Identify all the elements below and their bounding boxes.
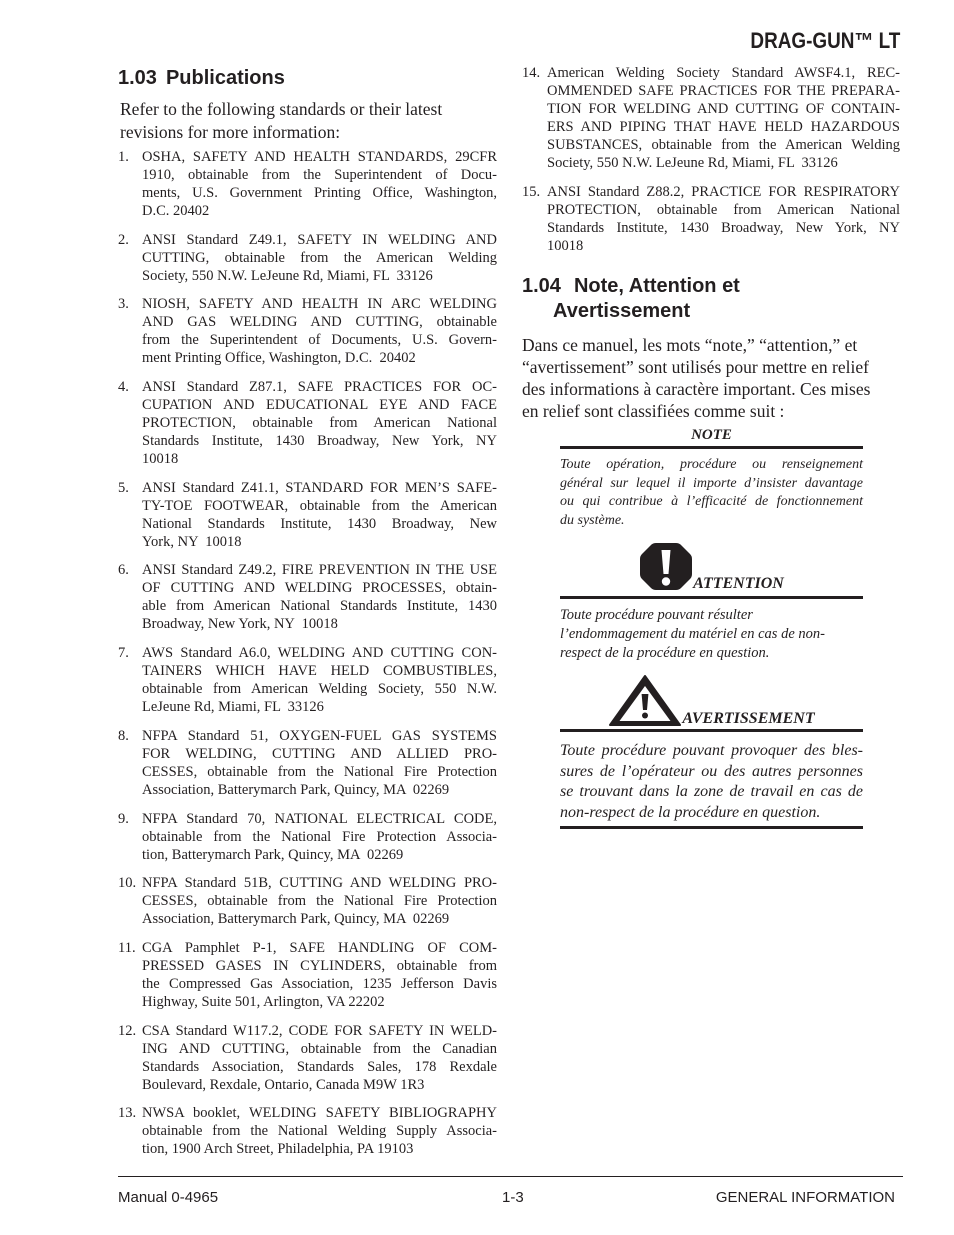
warning-text bbox=[560, 741, 863, 824]
publication-text bbox=[142, 231, 497, 285]
text-line: SUBSTANCES, obtainable from the American Welding bbox=[547, 137, 900, 153]
text-line: Toute opération, procédure ou renseignement bbox=[560, 457, 863, 472]
text-line: NFPA Standard 51B, CUTTING AND WELDING PRO- bbox=[142, 875, 497, 892]
warning-label: AVERTISSEMENT bbox=[682, 710, 815, 727]
publication-item bbox=[118, 1104, 498, 1158]
warning-rule bbox=[560, 729, 863, 732]
attention-header bbox=[560, 541, 863, 592]
text-line: American Welding Society Standard AWSF4.1, REC- bbox=[547, 65, 900, 81]
attention-rule bbox=[560, 596, 863, 599]
publication-text bbox=[142, 644, 497, 716]
publication-item bbox=[522, 64, 902, 172]
text-line: respect de la procédure en question. bbox=[560, 645, 770, 661]
publications-list-continued bbox=[522, 64, 902, 265]
publication-item bbox=[118, 479, 498, 551]
publication-number: 6. bbox=[118, 562, 129, 579]
text-line: the Compressed Gas Association, 1235 Jefferson Davis bbox=[142, 975, 497, 992]
publication-item bbox=[118, 644, 498, 716]
text-line: Dans ce manuel, les mots “note,” “attention,” et bbox=[522, 335, 858, 355]
text-line: AWS Standard A6.0, WELDING AND CUTTING CON- bbox=[142, 645, 497, 662]
text-line: NFPA Standard 70, NATIONAL ELECTRICAL CODE, bbox=[142, 810, 497, 827]
warning-header bbox=[560, 674, 863, 727]
publication-item bbox=[118, 1022, 498, 1094]
footer-manual-number: Manual 0-4965 bbox=[118, 1189, 219, 1206]
attention-label: ATTENTION bbox=[693, 575, 784, 592]
note-rule bbox=[560, 446, 863, 449]
text-line: LeJeune Rd, Miami, FL 33126 bbox=[142, 699, 324, 716]
text-line: non-respect de la procédure en question. bbox=[560, 804, 821, 822]
publication-text bbox=[142, 378, 497, 468]
text-line: Association, Batterymarch Park, Quincy, MA 02269 bbox=[142, 781, 450, 798]
publication-text bbox=[142, 874, 497, 928]
text-line: Toute procédure pouvant résulter bbox=[560, 607, 753, 623]
section-title-continued: Avertissement bbox=[553, 300, 691, 322]
document-title: DRAG-GUN™ LT bbox=[750, 28, 900, 53]
section-heading-line bbox=[522, 274, 740, 299]
text-line: ANSI Standard Z49.1, SAFETY IN WELDING AND bbox=[142, 231, 497, 248]
text-line: OSHA, SAFETY AND HEALTH STANDARDS, 29CFR bbox=[142, 149, 497, 165]
text-line: Standards Association, Standards Sales, 178 Rexdale bbox=[142, 1058, 497, 1075]
text-line: able from American National Standards Institute, 1430 bbox=[142, 598, 497, 615]
publication-number: 1. bbox=[118, 149, 129, 165]
text-line: CESSES, obtainable from the National Fire Protection bbox=[142, 763, 497, 780]
text-line: NFPA Standard 51, OXYGEN-FUEL GAS SYSTEMS bbox=[142, 727, 497, 744]
notices-intro bbox=[522, 334, 870, 422]
text-line: se trouvant dans la zone de travail en cas de bbox=[560, 783, 863, 801]
text-line: Standards Institute, 1430 Broadway, New York, NY bbox=[142, 433, 497, 450]
footer-section-name: GENERAL INFORMATION bbox=[715, 1189, 895, 1206]
text-line: Standards Institute, 1430 Broadway, New York, NY bbox=[547, 219, 900, 236]
text-line: ments, U.S. Government Printing Office, Washington, bbox=[142, 185, 497, 201]
text-line: from the Superintendent of Documents, U.S. Govern- bbox=[142, 332, 497, 349]
note-label: NOTE bbox=[691, 427, 732, 443]
publication-text bbox=[142, 295, 497, 367]
publication-number: 14. bbox=[522, 65, 541, 81]
warning-triangle-icon bbox=[608, 674, 682, 727]
publication-item bbox=[118, 810, 498, 864]
text-line: PRESSED GASES IN CYLINDERS, obtainable from bbox=[142, 957, 497, 974]
text-line: ou qui contribue à l’efficacité de fonctionnement bbox=[560, 494, 863, 510]
publication-text bbox=[142, 939, 497, 1011]
publication-number: 10. bbox=[118, 875, 137, 892]
text-line: ANSI Standard Z88.2, PRACTICE FOR RESPIRATORY bbox=[547, 183, 900, 200]
text-line: OMMENDED SAFE PRACTICES FOR THE PREPARA- bbox=[547, 83, 900, 99]
text-line: revisions for more information: bbox=[120, 122, 341, 142]
publication-text bbox=[547, 183, 900, 255]
publication-item bbox=[118, 939, 498, 1011]
text-line: D.C. 20402 bbox=[142, 203, 210, 219]
text-line: “avertissement” sont utilisés pour mettre en relief bbox=[522, 357, 869, 377]
text-line: Association, Batterymarch Park, Quincy, MA 02269 bbox=[142, 911, 450, 928]
text-line: sures de l’opérateur ou des autres personnes bbox=[560, 762, 863, 780]
text-line: ANSI Standard Z49.2, FIRE PREVENTION IN THE USE bbox=[142, 562, 497, 579]
text-line: NWSA booklet, WELDING SAFETY BIBLIOGRAPHY bbox=[142, 1105, 497, 1122]
publication-item bbox=[118, 874, 498, 928]
publication-text bbox=[142, 727, 497, 799]
attention-text bbox=[560, 606, 863, 663]
publication-text bbox=[142, 561, 497, 633]
note-text bbox=[560, 456, 863, 531]
text-line: Highway, Suite 501, Arlington, VA 22202 bbox=[142, 993, 385, 1010]
text-line: CESSES, obtainable from the National Fire Protection bbox=[142, 893, 497, 910]
text-line: obtainable from American Welding Society, 550 N.W. bbox=[142, 681, 497, 698]
publication-number: 4. bbox=[118, 379, 129, 396]
text-line: tion, 1900 Arch Street, Philadelphia, PA 19103 bbox=[142, 1141, 414, 1158]
section-heading-publications bbox=[118, 66, 285, 90]
publication-item bbox=[118, 295, 498, 367]
publication-text bbox=[142, 810, 497, 864]
text-line: Toute procédure pouvant provoquer des bles- bbox=[560, 742, 863, 759]
section-title: Publications bbox=[165, 67, 285, 89]
section-heading-notices bbox=[522, 274, 740, 324]
text-line: en relief sont classifiées comme suit : bbox=[522, 401, 785, 421]
section-number: 1.04 bbox=[522, 275, 561, 297]
text-line: Refer to the following standards or their latest bbox=[120, 99, 443, 119]
text-line: CUPATION AND EDUCATIONAL EYE AND FACE bbox=[142, 397, 497, 414]
text-line: PROTECTION, obtainable from American National bbox=[547, 201, 900, 218]
text-line: National Standards Institute, 1430 Broadway, New bbox=[142, 515, 497, 532]
footer-rule bbox=[118, 1176, 903, 1177]
publication-number: 8. bbox=[118, 727, 129, 744]
publication-number: 13. bbox=[118, 1105, 137, 1122]
text-line: général sur lequel il importe d’insister davantage bbox=[560, 475, 863, 491]
publication-item bbox=[118, 148, 498, 220]
publication-number: 9. bbox=[118, 810, 129, 827]
text-line: obtainable from the National Welding Supply Associa- bbox=[142, 1123, 497, 1140]
publications-list bbox=[118, 148, 498, 1169]
publication-item bbox=[118, 231, 498, 285]
publication-number: 3. bbox=[118, 296, 129, 313]
publication-text bbox=[547, 64, 900, 172]
publication-text bbox=[142, 479, 497, 551]
text-line: Boulevard, Rexdale, Ontario, Canada M9W 1R3 bbox=[142, 1076, 425, 1093]
text-line: 1910, obtainable from the Superintendent of Docu- bbox=[142, 167, 497, 183]
text-line: AND GAS WELDING AND CUTTING, obtainable bbox=[142, 314, 497, 331]
text-line: PROTECTION, obtainable from American National bbox=[142, 415, 497, 432]
publication-number: 5. bbox=[118, 479, 129, 496]
publication-number: 15. bbox=[522, 183, 541, 200]
text-line: TION FOR WELDING AND CUTTING OF CONTAIN- bbox=[547, 101, 900, 117]
text-line: TAINERS WHICH HAVE HELD COMBUSTIBLES, bbox=[142, 663, 497, 680]
text-line: ANSI Standard Z41.1, STANDARD FOR MEN’S SAFE- bbox=[142, 479, 497, 496]
text-line: Broadway, New York, NY 10018 bbox=[142, 616, 338, 633]
publication-text bbox=[142, 1104, 497, 1158]
publication-number: 7. bbox=[118, 645, 129, 662]
text-line: York, NY 10018 bbox=[142, 533, 242, 550]
text-line: CUTTING, obtainable from the American Welding bbox=[142, 249, 497, 266]
text-line: ERS AND PIPING THAT HAVE HELD HAZARDOUS bbox=[547, 119, 900, 135]
publication-text bbox=[142, 1022, 497, 1094]
text-line: tion, Batterymarch Park, Quincy, MA 02269 bbox=[142, 846, 404, 863]
footer-page-number: 1-3 bbox=[502, 1189, 524, 1206]
text-line: du système. bbox=[560, 513, 625, 529]
text-line: ANSI Standard Z87.1, SAFE PRACTICES FOR OC- bbox=[142, 379, 497, 396]
text-line: des informations à caractère important. Ces mises bbox=[522, 379, 871, 399]
publication-number: 11. bbox=[118, 939, 136, 956]
text-line: CSA Standard W117.2, CODE FOR SAFETY IN WELD- bbox=[142, 1022, 497, 1039]
text-line: Society, 550 N.W. LeJeune Rd, Miami, FL 33126 bbox=[547, 155, 838, 171]
publication-item bbox=[522, 183, 902, 255]
text-line: ING AND CUTTING, obtainable from the Canadian bbox=[142, 1040, 497, 1057]
publication-item bbox=[118, 378, 498, 468]
publication-number: 2. bbox=[118, 231, 129, 248]
caution-icon bbox=[639, 541, 693, 592]
text-line: FOR WELDING, CUTTING AND ALLIED PRO- bbox=[142, 745, 497, 762]
text-line: CGA Pamphlet P-1, SAFE HANDLING OF COM- bbox=[142, 939, 497, 956]
text-line: ment Printing Office, Washington, D.C. 20402 bbox=[142, 350, 416, 367]
publication-text bbox=[142, 148, 497, 220]
text-line: Society, 550 N.W. LeJeune Rd, Miami, FL 33126 bbox=[142, 267, 433, 284]
text-line: 10018 bbox=[142, 451, 179, 468]
publication-item bbox=[118, 561, 498, 633]
text-line: obtainable from the National Fire Protection Associa- bbox=[142, 828, 497, 845]
publications-intro bbox=[120, 98, 442, 144]
section-title: Note, Attention et bbox=[573, 275, 740, 297]
text-line: 10018 bbox=[547, 237, 584, 254]
section-number: 1.03 bbox=[118, 67, 157, 89]
publication-number: 12. bbox=[118, 1022, 137, 1039]
publication-item bbox=[118, 727, 498, 799]
warning-bottom-rule bbox=[560, 826, 863, 829]
text-line: OF CUTTING AND WELDING PROCESSES, obtain- bbox=[142, 580, 497, 597]
text-line: l’endommagement du matériel en cas de non- bbox=[560, 626, 825, 642]
text-line: TY-TOE FOOTWEAR, obtainable from the American bbox=[142, 497, 497, 514]
text-line: NIOSH, SAFETY AND HEALTH IN ARC WELDING bbox=[142, 296, 497, 313]
